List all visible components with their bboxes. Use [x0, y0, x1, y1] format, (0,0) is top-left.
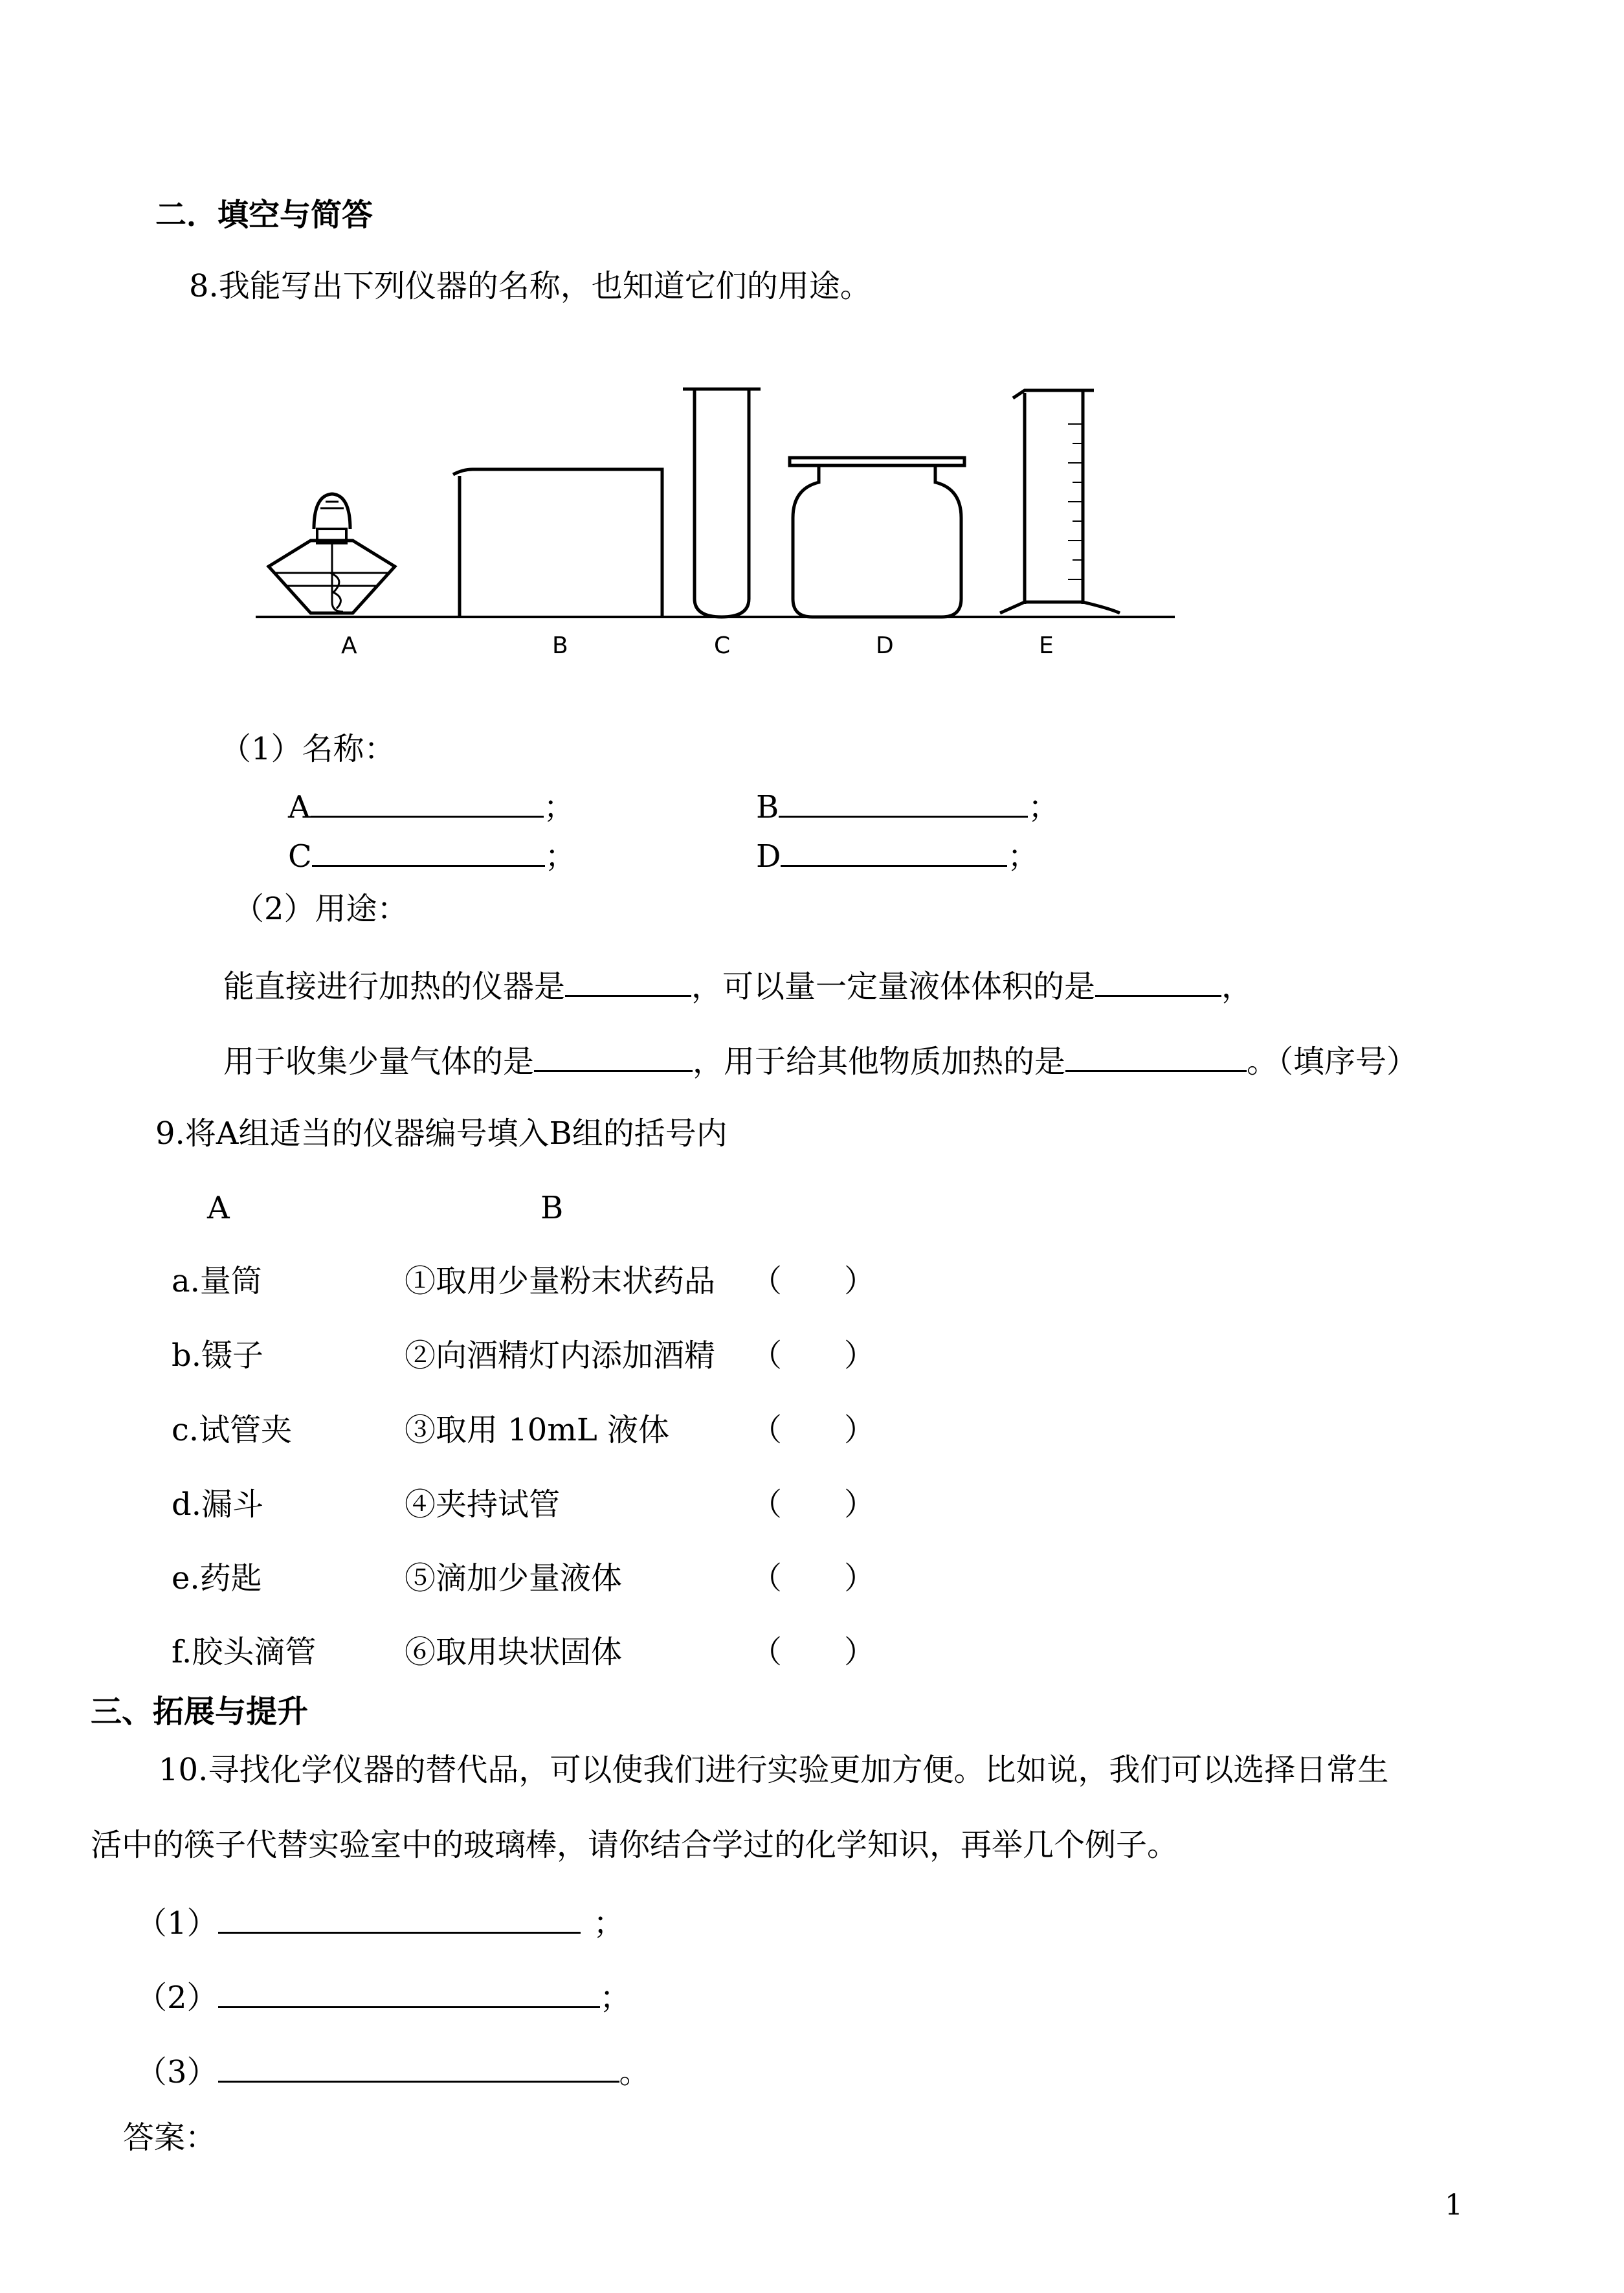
name-blank-d[interactable]	[781, 836, 1007, 867]
name-row-d	[756, 836, 1039, 875]
section-3-title: 三、拓展与提升	[91, 1694, 309, 1730]
q10-example-end: 。	[619, 2054, 651, 2090]
q9-column-b-header: B	[540, 1190, 564, 1226]
q10-example-end: ；	[599, 1980, 631, 2016]
figure-label-c: C	[714, 632, 731, 659]
q9-item-b: ④夹持试管	[405, 1486, 561, 1523]
q10-example-blank[interactable]	[218, 1903, 581, 1934]
page-number: 1	[1445, 2189, 1463, 2222]
q10-example-2	[136, 1978, 631, 2016]
name-blank-b[interactable]	[779, 787, 1028, 818]
name-end-a: ；	[543, 789, 575, 825]
q8-part1-title: （1）名称：	[220, 731, 395, 767]
figure-label-b: B	[552, 632, 568, 659]
use-line-2	[223, 1042, 1418, 1080]
name-end-b: ；	[1028, 789, 1060, 825]
question-9-stem: 9.将A组适当的仪器编号填入B组的括号内	[155, 1115, 728, 1152]
q9-answer-paren[interactable]: （ ）	[751, 1412, 876, 1448]
graduated-cylinder-icon	[1000, 390, 1120, 613]
q9-item-a: d.漏斗	[172, 1486, 263, 1523]
q8-part2-title: （2）用途：	[233, 891, 408, 927]
name-label-c: C	[288, 838, 312, 875]
use-blank-measure-volume[interactable]	[1095, 967, 1221, 997]
name-blank-c[interactable]	[312, 836, 545, 867]
q9-answer-paren[interactable]: （ ）	[751, 1634, 876, 1670]
q9-answer-paren[interactable]: （ ）	[751, 1486, 876, 1523]
q9-item-a: b.镊子	[172, 1337, 263, 1374]
use-blank-heat-source[interactable]	[1065, 1042, 1247, 1072]
name-end-c: ；	[544, 838, 576, 875]
use-line2-text-c: 。（填序号）	[1247, 1044, 1418, 1080]
q10-example-label: （2）	[136, 1980, 218, 2016]
q10-example-label: （3）	[136, 2054, 218, 2090]
answer-label: 答案：	[123, 2120, 217, 2156]
q10-example-blank[interactable]	[218, 2052, 619, 2083]
use-line-1	[223, 967, 1253, 1005]
alcohol-lamp-icon	[269, 494, 395, 613]
q9-item-a: a.量筒	[172, 1263, 262, 1299]
q9-answer-paren[interactable]: （ ）	[751, 1337, 876, 1374]
name-row-a	[288, 787, 575, 823]
use-line1-text-a: 能直接进行加热的仪器是	[223, 968, 566, 1005]
name-row-b	[756, 787, 1059, 823]
q9-item-b: ②向酒精灯内添加酒精	[405, 1337, 716, 1374]
q10-example-3	[136, 2052, 651, 2088]
instruments-drawing	[256, 379, 1188, 664]
name-label-b: B	[756, 789, 779, 825]
section-2-title: 二．填空与简答	[155, 197, 373, 233]
gas-bottle-icon	[790, 458, 964, 617]
q9-item-b: ③取用 10mL 液体	[405, 1412, 669, 1448]
name-blank-a[interactable]	[311, 787, 544, 818]
q10-example-end: ；	[593, 1905, 625, 1941]
use-line1-text-b: ，可以量一定量液体体积的是	[691, 968, 1096, 1005]
q9-column-a-header: A	[207, 1190, 230, 1226]
q10-example-blank[interactable]	[218, 1978, 600, 2008]
figure-label-e: E	[1039, 632, 1054, 659]
name-end-d: ；	[1007, 838, 1039, 875]
q10-example-label: （1）	[136, 1905, 218, 1941]
question-8-stem: 8.我能写出下列仪器的名称，也知道它们的用途。	[189, 268, 871, 304]
name-label-d: D	[756, 838, 781, 875]
name-row-c	[288, 836, 576, 875]
use-blank-collect-gas[interactable]	[534, 1042, 693, 1072]
q9-item-b: ①取用少量粉末状药品	[405, 1263, 716, 1299]
figure-label-a: A	[341, 632, 357, 659]
q9-item-b: ⑤滴加少量液体	[405, 1560, 623, 1596]
use-line2-text-b: ，用于给其他物质加热的是	[693, 1044, 1066, 1080]
beaker-icon	[453, 469, 662, 617]
figure-label-d: D	[876, 632, 894, 659]
question-10-line-1: 10.寻找化学仪器的替代品，可以使我们进行实验更加方便。比如说，我们可以选择日常生	[159, 1752, 1389, 1788]
q9-item-a: c.试管夹	[172, 1412, 293, 1448]
use-line2-text-a: 用于收集少量气体的是	[223, 1044, 535, 1080]
q10-example-1	[136, 1903, 625, 1939]
question-10-line-2: 活中的筷子代替实验室中的玻璃棒，请你结合学过的化学知识，再举几个例子。	[91, 1827, 1179, 1863]
q9-answer-paren[interactable]: （ ）	[751, 1263, 876, 1299]
instruments-figure	[256, 379, 1188, 664]
use-blank-heat-direct[interactable]	[565, 967, 691, 997]
use-line1-text-c: ，	[1221, 968, 1253, 1005]
q9-answer-paren[interactable]: （ ）	[751, 1560, 876, 1596]
q9-item-a: e.药匙	[172, 1560, 262, 1596]
q9-item-a: f.胶头滴管	[172, 1634, 317, 1670]
name-label-a: A	[288, 789, 311, 825]
q9-item-b: ⑥取用块状固体	[405, 1634, 623, 1670]
test-tube-icon	[683, 389, 761, 617]
